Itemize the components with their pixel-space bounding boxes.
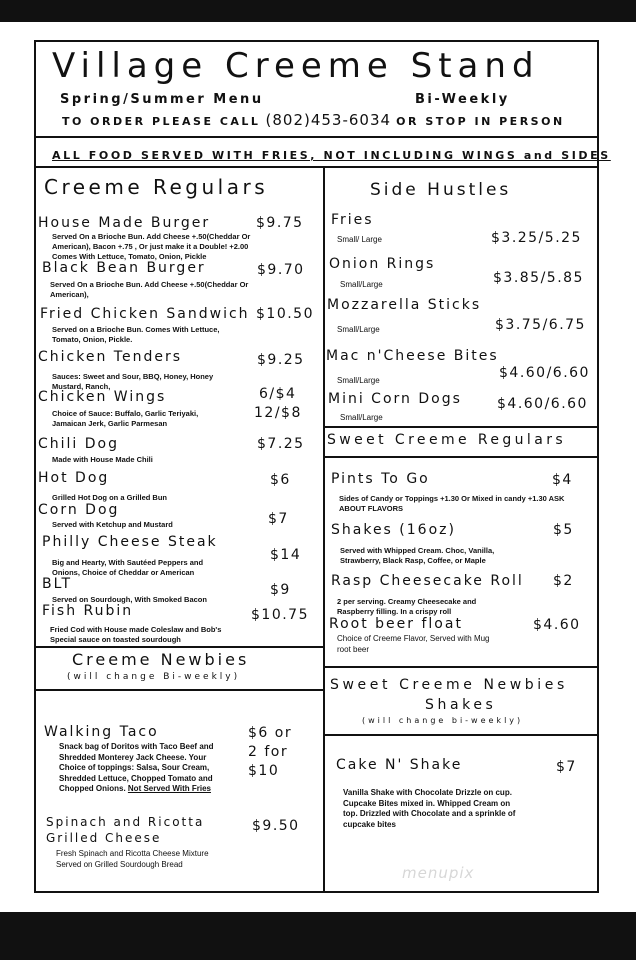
item-chili-dog: Chili Dog: [38, 436, 119, 452]
desc-chili-dog: Made with House Made Chili: [52, 455, 153, 464]
notice-divider: [35, 166, 598, 168]
item-fries: Fries: [331, 212, 374, 228]
price-mini-corn-dogs: $4.60/6.60: [497, 396, 588, 412]
price-house-burger: $9.75: [256, 215, 304, 231]
sweet-regulars-top-divider: [324, 426, 598, 428]
menu-title: Village Creeme Stand: [52, 46, 540, 86]
desc-rasp-cheesecake-roll: 2 per serving. Creamy Cheesecake and Raspberry filling. In a crispy roll: [337, 597, 477, 616]
bottom-dark-bar: [0, 912, 636, 960]
item-philly-cheese-steak: Philly Cheese Steak: [42, 534, 218, 550]
desc-shakes: Served with Whipped Cream. Choc, Vanilla, Strawberry, Black Rasp, Coffee, or Maple: [340, 546, 495, 565]
newbies-bottom-divider: [35, 689, 324, 691]
price-walking-taco-1: $6 or: [248, 725, 293, 741]
item-house-burger: House Made Burger: [38, 215, 211, 231]
price-hot-dog: $6: [270, 472, 291, 488]
item-mac-cheese-bites: Mac n'Cheese Bites: [326, 348, 499, 364]
item-chicken-wings: Chicken Wings: [38, 389, 167, 405]
side-hustles-heading: Side Hustles: [370, 180, 512, 200]
price-walking-taco-3: $10: [248, 763, 280, 779]
item-chicken-tenders: Chicken Tenders: [38, 349, 182, 365]
item-rasp-cheesecake-roll: Rasp Cheesecake Roll: [331, 573, 524, 589]
price-mac-cheese-bites: $4.60/6.60: [499, 365, 590, 381]
order-suffix: OR STOP IN PERSON: [396, 115, 565, 128]
price-chicken-wings-6: 6/$4: [259, 386, 297, 402]
desc-spinach-ricotta: Fresh Spinach and Ricotta Cheese Mixture Served on Grilled Sourdough Bread: [56, 849, 209, 869]
price-fish-rubin: $10.75: [251, 607, 309, 623]
desc-black-bean-burger: Served On a Brioche Bun. Add Cheese +.50(Cheddar Or American),: [50, 280, 249, 299]
desc-root-beer-float: Choice of Creeme Flavor, Served with Mug root beer: [337, 634, 490, 654]
item-fried-chicken-sandwich: Fried Chicken Sandwich: [40, 306, 250, 322]
menu-frequency: Bi-Weekly: [415, 92, 510, 107]
price-fries: $3.25/5.25: [491, 230, 582, 246]
size-mini-corn-dogs: Small/Large: [340, 413, 383, 422]
price-root-beer-float: $4.60: [533, 617, 581, 633]
price-cake-n-shake: $7: [556, 759, 577, 775]
item-walking-taco: Walking Taco: [44, 724, 159, 740]
newbies-top-divider: [35, 646, 324, 648]
top-dark-bar: [0, 0, 636, 22]
price-chili-dog: $7.25: [257, 436, 305, 452]
price-spinach-ricotta: $9.50: [252, 818, 300, 834]
sweet-regulars-heading: Sweet Creeme Regulars: [327, 432, 567, 448]
desc-hot-dog: Grilled Hot Dog on a Grilled Bun: [52, 493, 168, 502]
desc-philly-cheese-steak: Big and Hearty, With Sautéed Peppers and Onions, Choice of Cheddar or American: [52, 558, 204, 577]
size-onion-rings: Small/Large: [340, 280, 383, 289]
header-divider: [35, 136, 598, 138]
order-line: [62, 110, 565, 129]
price-black-bean-burger: $9.70: [257, 262, 305, 278]
price-chicken-wings-12: 12/$8: [254, 405, 302, 421]
desc-chicken-tenders: Sauces: Sweet and Sour, BBQ, Honey, Honey Mustard, Ranch,: [52, 372, 214, 391]
price-corn-dog: $7: [268, 511, 289, 527]
fries-notice: ALL FOOD SERVED WITH FRIES, NOT INCLUDING WINGS and SIDES: [52, 149, 611, 162]
desc-fish-rubin: Fried Cod with House made Coleslaw and Bob's Special sauce on toasted sourdough: [50, 625, 222, 644]
desc-walking-taco-text: Snack bag of Doritos with Taco Beef and Shredded Monterey Jack Cheese. Your Choice of toppings: Salsa, Sour Cream, Shredded Lettuce, Chopped Tomato and Chopped Onions.: [59, 742, 214, 793]
price-blt: $9: [270, 582, 291, 598]
item-corn-dog: Corn Dog: [38, 502, 120, 518]
menu-season: Spring/Summer Menu: [60, 92, 264, 107]
sweet-newbies-note: (will change bi-weekly): [362, 716, 524, 725]
item-mini-corn-dogs: Mini Corn Dogs: [328, 391, 462, 407]
price-mozzarella-sticks: $3.75/6.75: [495, 317, 586, 333]
price-shakes: $5: [553, 522, 574, 538]
desc-pints-to-go: Sides of Candy or Toppings +1.30 Or Mixed in candy +1.30 ASK ABOUT FLAVORS: [339, 494, 565, 513]
desc-blt: Served on Sourdough, With Smoked Bacon: [52, 595, 207, 604]
creeme-newbies-note: (will change Bi-weekly): [67, 672, 241, 682]
desc-cake-n-shake: Vanilla Shake with Chocolate Drizzle on cup. Cupcake Bites mixed in. Whipped Cream on top. Drizzled with Chocolate and a sprinkle of cupcake bites: [343, 788, 516, 829]
price-pints-to-go: $4: [552, 472, 573, 488]
sweet-newbies-heading: Sweet Creeme Newbies: [330, 677, 568, 693]
item-hot-dog: Hot Dog: [38, 470, 110, 486]
sweet-newbies-top-divider: [324, 666, 598, 668]
watermark-logo: menupix: [402, 864, 475, 882]
order-prefix: TO ORDER PLEASE CALL: [62, 115, 261, 128]
item-mozzarella-sticks: Mozzarella Sticks: [327, 297, 482, 313]
price-onion-rings: $3.85/5.85: [493, 270, 584, 286]
size-fries: Small/ Large: [337, 235, 382, 244]
price-philly-cheese-steak: $14: [270, 547, 302, 563]
item-onion-rings: Onion Rings: [329, 256, 436, 272]
column-divider: [323, 166, 325, 892]
item-spinach-ricotta-2: Grilled Cheese: [46, 831, 162, 845]
item-blt: BLT: [42, 576, 73, 592]
price-rasp-cheesecake-roll: $2: [553, 573, 574, 589]
item-fish-rubin: Fish Rubin: [42, 603, 134, 619]
price-walking-taco-2: 2 for: [248, 744, 289, 760]
sweet-regulars-bottom-divider: [324, 456, 598, 458]
sweet-newbies-bottom-divider: [324, 734, 598, 736]
desc-house-burger: Served On a Brioche Bun. Add Cheese +.50(Cheddar Or American), Bacon +.75 , Or just make it a Double! +2.00 Comes With Lettuce, Tomato, Onion, Pickle: [52, 232, 251, 261]
size-mac-cheese-bites: Small/Large: [337, 376, 380, 385]
desc-fried-chicken-sandwich: Served on a Brioche Bun. Comes With Lettuce, Tomato, Onion, Pickle.: [52, 325, 220, 344]
desc-walking-taco-no-fries: Not Served With Fries: [127, 784, 211, 793]
item-shakes: Shakes (16oz): [331, 522, 456, 538]
price-fried-chicken-sandwich: $10.50: [256, 306, 314, 322]
sweet-newbies-subheading: Shakes: [425, 697, 497, 713]
item-root-beer-float: Root beer float: [329, 616, 463, 632]
item-cake-n-shake: Cake N' Shake: [336, 757, 463, 773]
item-black-bean-burger: Black Bean Burger: [42, 260, 206, 276]
desc-chicken-wings: Choice of Sauce: Buffalo, Garlic Teriyaki, Jamaican Jerk, Garlic Parmesan: [52, 409, 199, 428]
desc-corn-dog: Served with Ketchup and Mustard: [52, 520, 173, 529]
creeme-regulars-heading: Creeme Regulars: [44, 175, 269, 199]
phone-number: (802)453-6034: [265, 111, 392, 129]
item-pints-to-go: Pints To Go: [331, 471, 430, 487]
size-mozzarella-sticks: Small/Large: [337, 325, 380, 334]
desc-walking-taco: [59, 742, 221, 795]
item-spinach-ricotta-1: Spinach and Ricotta: [46, 815, 205, 829]
price-chicken-tenders: $9.25: [257, 352, 305, 368]
creeme-newbies-heading: Creeme Newbies: [72, 650, 250, 669]
